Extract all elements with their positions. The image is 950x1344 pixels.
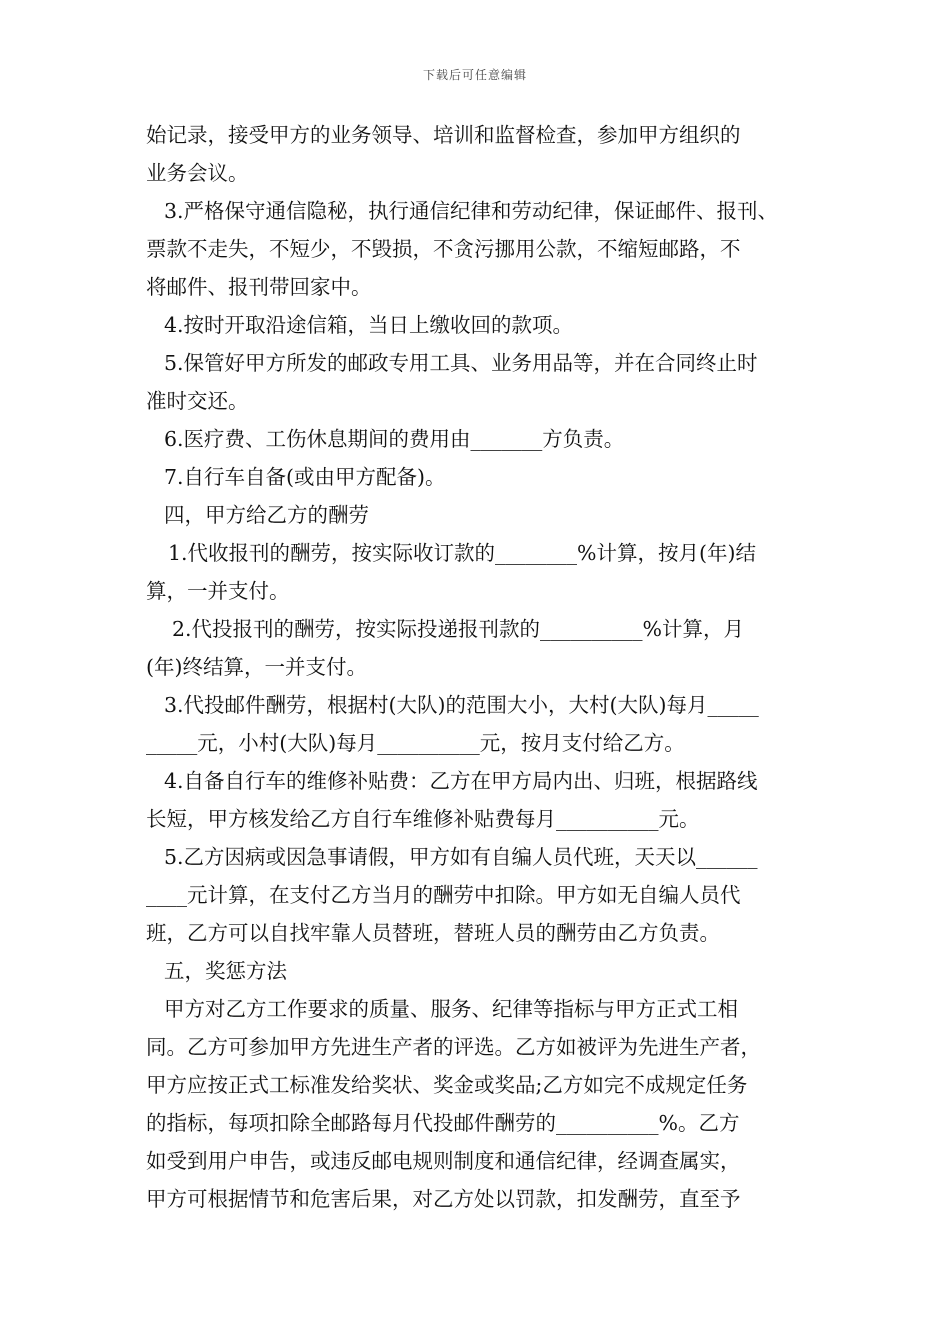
payment-clause-3: 3.代投邮件酬劳，根据村(大队)的范围大小，大村(大队)每月_____ — [164, 693, 759, 717]
text-line: (年)终结算，一并支付。 — [146, 655, 367, 679]
text-line: 业务会议。 — [146, 161, 249, 185]
clause-6: 6.医疗费、工伤休息期间的费用由_______方负责。 — [164, 427, 625, 451]
payment-clause-1: 1.代收报刊的酬劳，按实际收订款的________%计算，按月(年)结 — [168, 541, 757, 565]
page-header: 下载后可任意编辑 — [422, 68, 527, 82]
text-line: 如受到用户申告，或违反邮电规则制度和通信纪律，经调查属实， — [146, 1149, 741, 1173]
text-line: 始记录，接受甲方的业务领导、培训和监督检查，参加甲方组织的 — [146, 123, 741, 147]
text-line: 长短，甲方核发给乙方自行车维修补贴费每月__________元。 — [146, 807, 700, 831]
payment-clause-5: 5.乙方因病或因急事请假，甲方如有自编人员代班，天天以______ — [164, 845, 758, 869]
text-line: 算，一并支付。 — [146, 579, 290, 603]
text-line: 将邮件、报刊带回家中。 — [146, 275, 372, 299]
clause-5: 5.保管好甲方所发的邮政专用工具、业务用品等，并在合同终止时 — [164, 351, 758, 375]
text-line: 班，乙方可以自找牢靠人员替班，替班人员的酬劳由乙方负责。 — [146, 921, 720, 945]
text-line: 同。乙方可参加甲方先进生产者的评选。乙方如被评为先进生产者， — [146, 1035, 761, 1059]
text-line: ____元计算，在支付乙方当月的酬劳中扣除。甲方如无自编人员代 — [146, 883, 741, 907]
text-line: 准时交还。 — [146, 389, 249, 413]
text-line: 甲方应按正式工标准发给奖状、奖金或奖品;乙方如完不成规定任务 — [146, 1073, 748, 1097]
payment-clause-4: 4.自备自行车的维修补贴费：乙方在甲方局内出、归班，根据路线 — [164, 769, 758, 793]
clause-3: 3.严格保守通信隐秘，执行通信纪律和劳动纪律，保证邮件、报刊、 — [164, 199, 779, 223]
text-line: 甲方可根据情节和危害后果，对乙方处以罚款，扣发酬劳，直至予 — [146, 1187, 741, 1211]
section-heading-5: 五，奖惩方法 — [164, 959, 287, 983]
rewards-paragraph: 甲方对乙方工作要求的质量、服务、纪律等指标与甲方正式工相 — [164, 997, 738, 1021]
text-line: 票款不走失，不短少，不毁损，不贪污挪用公款，不缩短邮路，不 — [146, 237, 741, 261]
section-heading-4: 四，甲方给乙方的酬劳 — [164, 503, 369, 527]
text-line: 的指标，每项扣除全邮路每月代投邮件酬劳的__________%。乙方 — [146, 1111, 740, 1135]
clause-7: 7.自行车自备(或由甲方配备)。 — [164, 465, 446, 489]
payment-clause-2: 2.代投报刊的酬劳，按实际投递报刊款的__________%计算，月 — [172, 617, 745, 641]
text-line: _____元，小村(大队)每月__________元，按月支付给乙方。 — [146, 731, 685, 755]
contract-body — [146, 116, 816, 1218]
clause-4: 4.按时开取沿途信箱，当日上缴收回的款项。 — [164, 313, 574, 337]
